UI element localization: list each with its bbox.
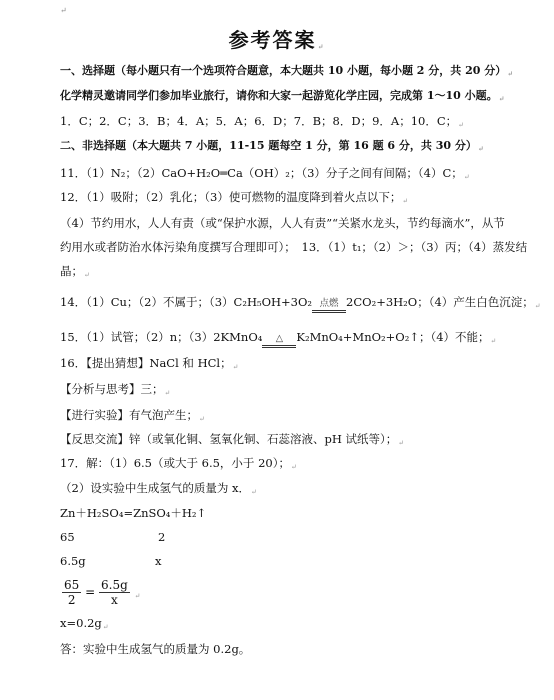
result-x: x=0.2g↵ <box>60 616 109 631</box>
answer-16-analysis: 【分析与思考】三；↵ <box>60 382 171 397</box>
reaction-condition-ignite: 点燃 <box>312 310 346 313</box>
section1-intro: 化学精灵邀请同学们参加毕业旅行，请你和大家一起游览化学庄园，完成第 1～10 小题。↵ <box>60 89 505 103</box>
answer-16-experiment: 【进行实验】有气泡产生；↵ <box>60 408 205 423</box>
molar-mass-zn: 65 <box>60 530 75 544</box>
final-answer: 答：实验中生成氢气的质量为 0.2g。 <box>60 642 251 656</box>
reaction-equation: Zn＋H₂SO₄=ZnSO₄＋H₂↑ <box>60 506 207 520</box>
section2-heading: 二、非选择题（本大题共 7 小题，11-15 题每空 1 分，第 16 题 6 分，共 30 分）↵ <box>60 139 484 153</box>
reaction-condition-heat: △ <box>262 345 296 348</box>
fraction-equals: = <box>85 585 96 599</box>
value-x: x <box>155 554 162 568</box>
page-title: 参考答案↵ <box>228 28 326 52</box>
value-zn: 6.5g <box>60 554 86 568</box>
answer-12-line1: 12．（1）吸附；（2）乳化；（3）使可燃物的温度降到着火点以下；↵ <box>60 190 409 205</box>
answer-17-part1: 17．解：（1）6.5（或大于 6.5，小于 20）；↵ <box>60 456 297 471</box>
answer-12-line2: （4）节约用水，人人有责（或“保护水源，人人有责”“关紧水龙头，节约每滴水”，从节 <box>60 216 505 230</box>
answer-15: 15．（1）试管；（2）n；（3）2KMnO₄ △ K₂MnO₄+MnO₂+O₂↑；（4）不能；↵ <box>60 330 496 348</box>
molar-mass-h2: 2 <box>158 530 166 544</box>
answer-16-hypothesis: 16．【提出猜想】NaCl 和 HCl；↵ <box>60 356 239 371</box>
answer-16-reflection: 【反思交流】锌（或氧化铜、氢氧化铜、石蕊溶液、pH 试纸等）；↵ <box>60 432 405 447</box>
section1-heading: 一、选择题（每小题只有一个选项符合题意，本大题共 10 小题，每小题 2 分，共 20 分）↵ <box>60 64 514 78</box>
fraction-right: $\frac{6.5g}{x}$ <box>101 578 128 607</box>
answer-14: 14．（1）Cu；（2）不属于；（3）C₂H₅OH+3O₂ 点燃 2CO₂+3H₂O；（4）产生白色沉淀；↵ <box>60 295 541 313</box>
answer-11: 11．（1）N₂；（2）CaO+H₂O═Ca（OH）₂；（3）分子之间有间隔；（4）C；↵ <box>60 166 470 181</box>
answer-17-part2: （2）设实验中生成氢气的质量为 x．↵ <box>60 481 257 496</box>
fraction-left: $\frac{65}{2}$ <box>64 578 80 607</box>
proportion-fraction: $\frac{65}{2}$ = $\frac{6.5g}{x}$ ↵ <box>64 578 141 607</box>
top-mark: ↵ <box>60 6 67 15</box>
answer-12-line3: 约用水或者防治水体污染角度撰写合理即可）； 13．（1）t₁；（2）＞；（3）丙；（4）蒸发结 <box>60 240 528 254</box>
section1-answers: 1．C；2．C；3．B；4．A；5．A；6．D；7．B；8．D；9．A；10．C；↵ <box>60 114 465 129</box>
answer-12-line4: 晶；↵ <box>60 264 90 279</box>
